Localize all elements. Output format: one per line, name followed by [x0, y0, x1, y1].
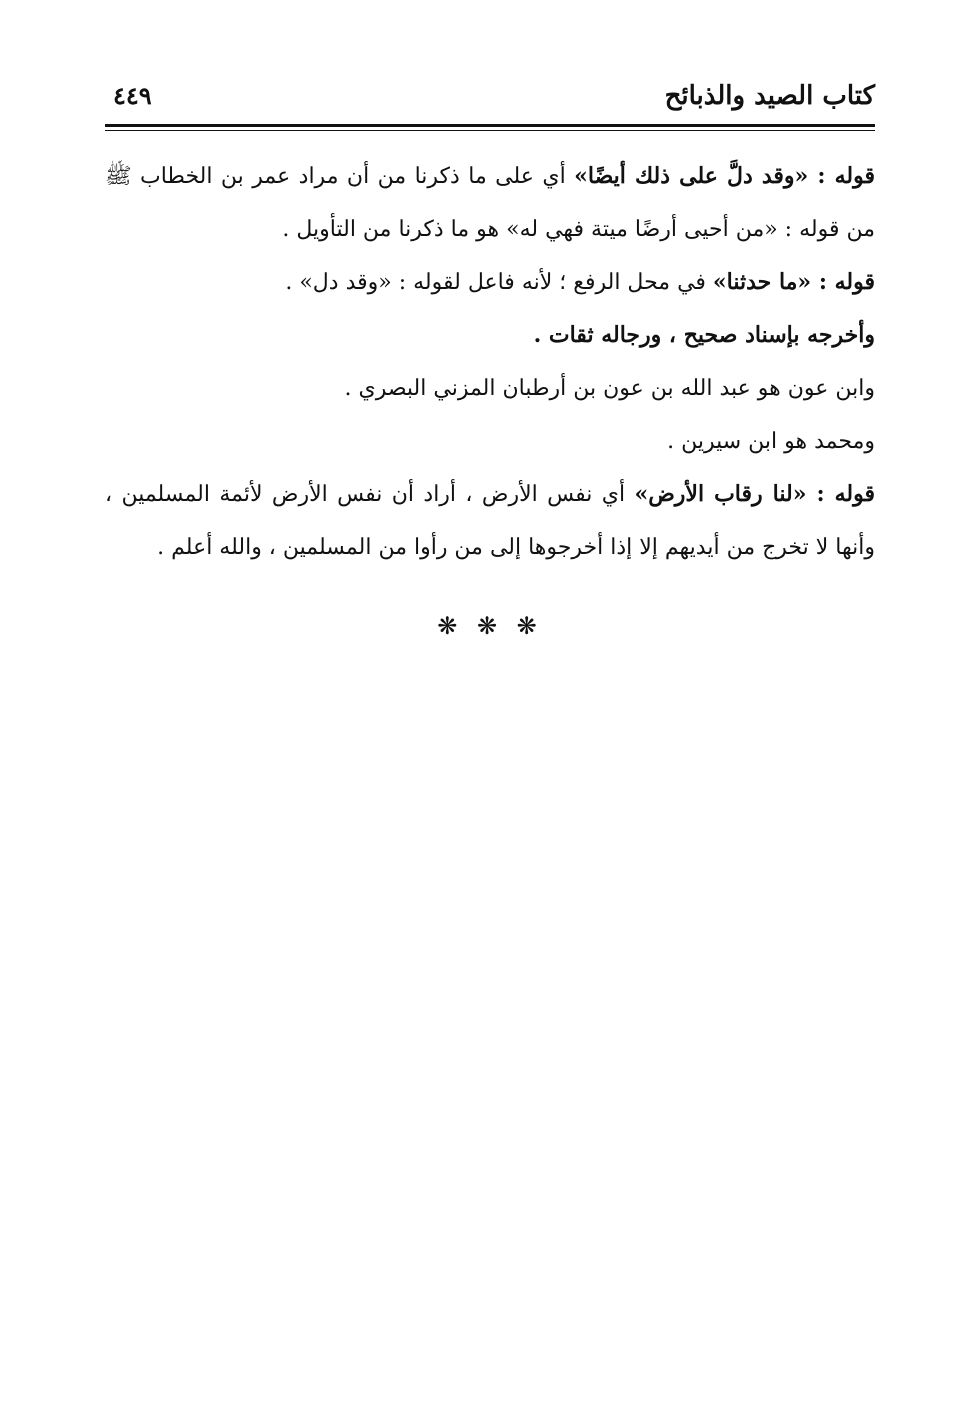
- paragraph-4-text: وابن عون هو عبد الله بن عون بن أرطبان المزني البصري .: [344, 376, 875, 401]
- header-rule-thin: [105, 130, 875, 131]
- section-separator: ❋ ❋ ❋: [437, 612, 543, 640]
- paragraph-6-text: أي نفس الأرض ، أراد أن نفس الأرض لأئمة المسلمين ، وأنها لا تخرج من أيديهم إلا إذا أخرجوها إلى من رأوا من المسلمين ، والله أعلم .: [105, 482, 875, 560]
- paragraph-2: [105, 256, 875, 309]
- paragraph-1-lead: قوله : «وقد دلَّ على ذلك أيضًا»: [574, 163, 875, 189]
- paragraph-6-lead: قوله : «لنا رقاب الأرض»: [634, 481, 875, 507]
- paragraph-3: [105, 309, 875, 362]
- paragraph-4: [105, 362, 875, 415]
- page-header: [105, 72, 875, 122]
- paragraph-1: [105, 150, 875, 256]
- paragraph-2-lead: قوله : «ما حدثنا»: [712, 269, 875, 295]
- chapter-title: كتاب الصيد والذبائح: [664, 81, 875, 111]
- header-rule-thick: [105, 124, 875, 127]
- paragraph-1-text: أي على ما ذكرنا من أن مراد عمر بن الخطاب ﷺ من قوله : «من أحيى أرضًا ميتة فهي له» هو ما ذكرنا من التأويل .: [105, 164, 875, 242]
- paragraph-5: [105, 415, 875, 468]
- paragraph-5-text: ومحمد هو ابن سيرين .: [667, 429, 875, 454]
- page-number: ٤٤٩: [113, 81, 152, 110]
- body-text: [105, 150, 875, 653]
- paragraph-3-lead: وأخرجه بإسناد صحيح ، ورجاله ثقات .: [533, 322, 875, 348]
- paragraph-2-text: في محل الرفع ؛ لأنه فاعل لقوله : «وقد دل» .: [285, 270, 713, 295]
- paragraph-6: [105, 468, 875, 574]
